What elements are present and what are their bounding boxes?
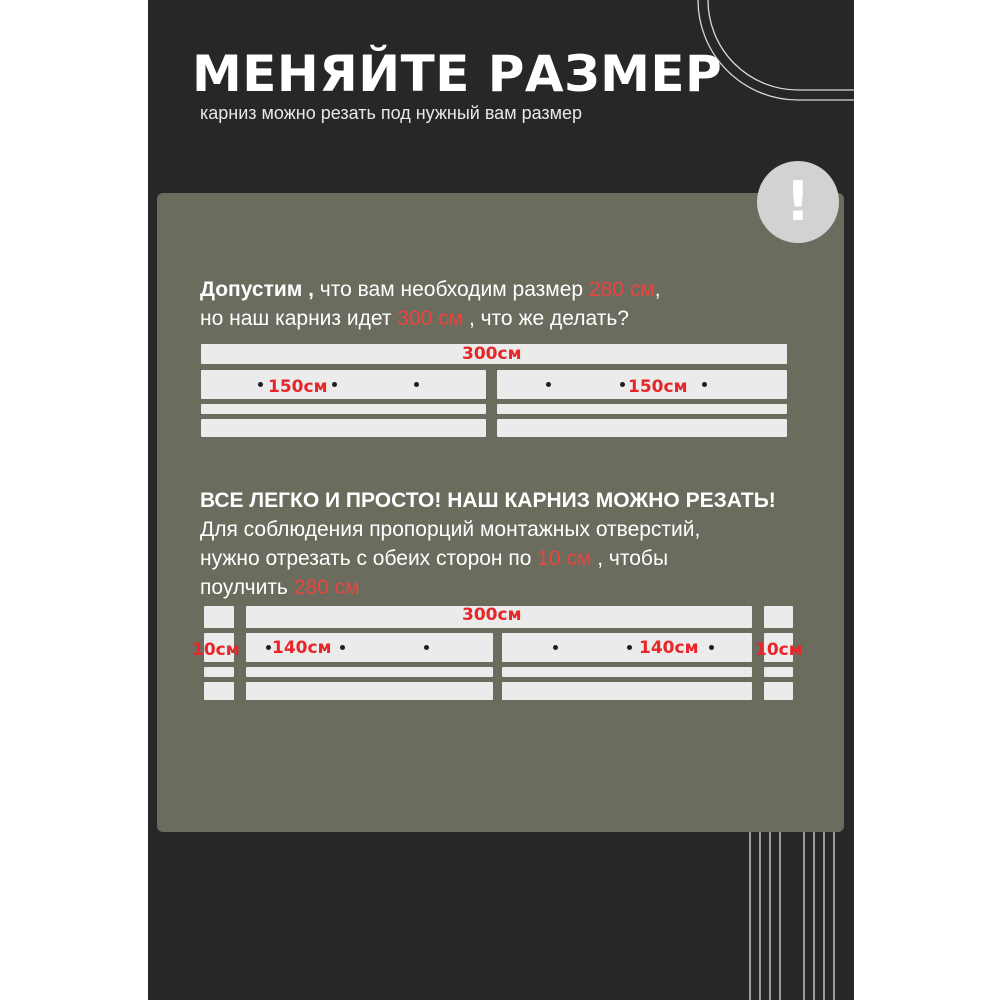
poster — [148, 0, 854, 1000]
question-lead: Допустим , — [200, 278, 314, 301]
mount-hole — [709, 645, 714, 650]
dimension-total-label: 300см — [462, 344, 522, 364]
rail-right-thin — [497, 404, 787, 414]
rail-left-thin — [201, 404, 486, 414]
mount-hole — [414, 382, 419, 387]
solution-text — [200, 486, 776, 602]
rail-right-bottom — [502, 682, 752, 700]
solution-line-2 — [200, 544, 776, 573]
rail-cut-left-bottom — [204, 682, 234, 700]
mount-hole — [266, 645, 271, 650]
solution-heading — [200, 486, 776, 515]
solution-line-1: Для соблюдения пропорций монтажных отверстий, — [200, 518, 701, 541]
solution-line-2-end: , чтобы — [591, 547, 669, 570]
solution-line-3-text: поулчить — [200, 576, 294, 599]
alert-badge — [757, 161, 839, 243]
mount-hole — [332, 382, 337, 387]
dimension-left-cut-label: 10см — [192, 640, 240, 660]
mount-hole — [546, 382, 551, 387]
question-line-2-end: , что же делать? — [463, 307, 629, 330]
rail-right-bottom — [497, 419, 787, 437]
dimension-total-label: 300см — [462, 605, 522, 625]
rail-right-thin — [502, 667, 752, 677]
dimension-left-label: 140см — [272, 638, 332, 658]
mount-hole — [620, 382, 625, 387]
question-text — [200, 275, 661, 333]
mount-hole — [553, 645, 558, 650]
mount-hole — [424, 645, 429, 650]
rail-size-highlight: 300 см — [397, 307, 464, 330]
headline: МЕНЯЙТЕ РАЗМЕР — [192, 45, 723, 103]
solution-line-3 — [200, 573, 776, 602]
dimension-right-label: 140см — [639, 638, 699, 658]
question-line-1-text: что вам необходим размер — [313, 278, 589, 301]
dimension-right-cut-label: 10см — [755, 640, 803, 660]
mount-hole — [258, 382, 263, 387]
rail-cut-right-thin — [764, 667, 793, 677]
solution-heading-text: ВСЕ ЛЕГКО И ПРОСТО! НАШ КАРНИЗ МОЖНО РЕЗАТЬ! — [200, 489, 776, 512]
mount-hole — [702, 382, 707, 387]
mount-hole — [340, 645, 345, 650]
question-line-2-text: но наш карниз идет — [200, 307, 398, 330]
result-size-highlight: 280 см — [293, 576, 360, 599]
rail-cut-left-top — [204, 606, 234, 628]
rail-cut-left-thin — [204, 667, 234, 677]
rail-left-bottom — [201, 419, 486, 437]
rail-cut-right-top — [764, 606, 793, 628]
solution-line-2-text: нужно отрезать с обеих сторон по — [200, 547, 538, 570]
exclamation-icon: ! — [785, 170, 811, 233]
question-line-2 — [200, 304, 661, 333]
rail-left-bottom — [246, 682, 493, 700]
subheadline: карниз можно резать под нужный вам размер — [200, 103, 583, 123]
question-line-1-end: , — [654, 278, 661, 301]
rail-left-main — [201, 370, 486, 399]
cut-size-highlight: 10 см — [537, 547, 592, 570]
dimension-right-label: 150см — [628, 377, 688, 397]
question-line-1 — [200, 275, 661, 304]
dimension-left-label: 150см — [268, 377, 328, 397]
rail-left-thin — [246, 667, 493, 677]
target-size-highlight: 280 см — [588, 278, 655, 301]
rail-cut-right-bottom — [764, 682, 793, 700]
mount-hole — [627, 645, 632, 650]
